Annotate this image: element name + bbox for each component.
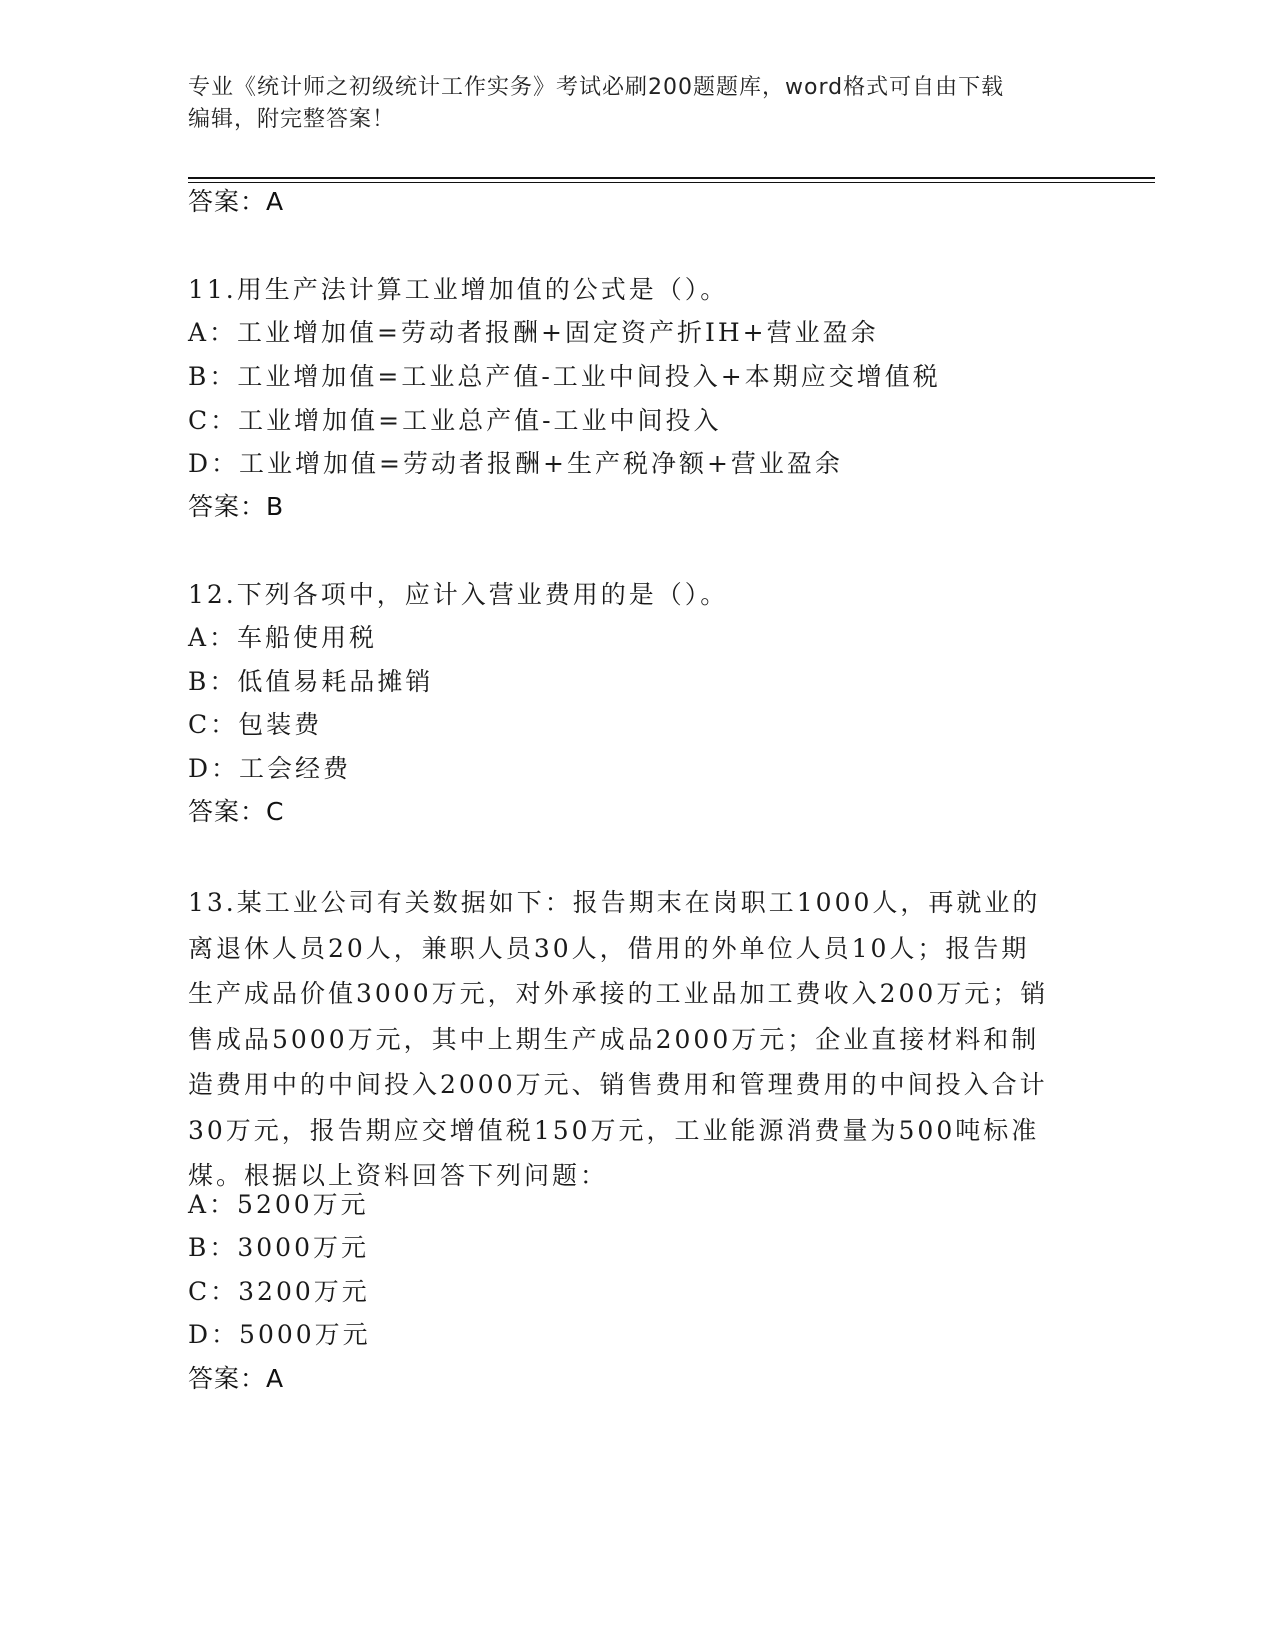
question-13-stem-line: 售成品5000万元，其中上期生产成品2000万元；企业直接材料和制 xyxy=(188,1024,1040,1054)
question-12-option-b: B：低值易耗品摊销 xyxy=(188,667,434,696)
question-13-stem xyxy=(188,880,1088,1199)
question-13-stem-line: 造费用中的中间投入2000万元、销售费用和管理费用的中间投入合计 xyxy=(188,1070,1048,1099)
question-12-option-d: D：工会经费 xyxy=(188,754,352,783)
question-12-option-a: A：车船使用税 xyxy=(188,623,378,652)
question-12-stem: 12.下列各项中，应计入营业费用的是（）。 xyxy=(188,580,729,609)
question-11-option-d: D：工业增加值=劳动者报酬+生产税净额+营业盈余 xyxy=(188,449,843,478)
question-13-option-c: C：3200万元 xyxy=(188,1277,370,1306)
question-13-stem-line: 30万元，报告期应交增值税150万元，工业能源消费量为500吨标准 xyxy=(188,1115,1040,1145)
answer-previous: 答案：A xyxy=(188,187,285,216)
document-header xyxy=(188,72,1068,136)
question-11-option-b: B：工业增加值=工业总产值-工业中间投入+本期应交增值税 xyxy=(188,362,941,391)
question-11-stem: 11.用生产法计算工业增加值的公式是（）。 xyxy=(188,275,729,304)
question-13-stem-line: 离退休人员20人，兼职人员30人，借用的外单位人员10人；报告期 xyxy=(188,933,1030,963)
question-13-stem-line: 13.某工业公司有关数据如下：报告期末在岗职工1000人，再就业的 xyxy=(188,888,1041,917)
header-divider-thick xyxy=(188,177,1155,179)
question-12-answer: 答案：C xyxy=(188,797,285,826)
question-11-option-a: A：工业增加值=劳动者报酬+固定资产折IH+营业盈余 xyxy=(188,318,879,347)
question-13-stem-line: 煤。根据以上资料回答下列问题： xyxy=(188,1161,609,1190)
question-13-option-d: D：5000万元 xyxy=(188,1320,371,1349)
question-12-option-c: C：包装费 xyxy=(188,710,323,739)
question-11-option-c: C：工业增加值=工业总产值-工业中间投入 xyxy=(188,406,722,435)
question-13-option-a: A：5200万元 xyxy=(188,1190,369,1219)
question-11-answer: 答案：B xyxy=(188,492,285,521)
header-line-1: 专业《统计师之初级统计工作实务》考试必刷200题题库，word格式可自由下载 xyxy=(188,75,1005,100)
question-13-answer: 答案：A xyxy=(188,1364,285,1393)
header-line-2: 编辑，附完整答案！ xyxy=(188,107,396,132)
header-divider-thin xyxy=(188,182,1155,183)
question-13-option-b: B：3000万元 xyxy=(188,1233,369,1262)
question-13-stem-line: 生产成品价值3000万元，对外承接的工业品加工费收入200万元；销 xyxy=(188,979,1049,1008)
